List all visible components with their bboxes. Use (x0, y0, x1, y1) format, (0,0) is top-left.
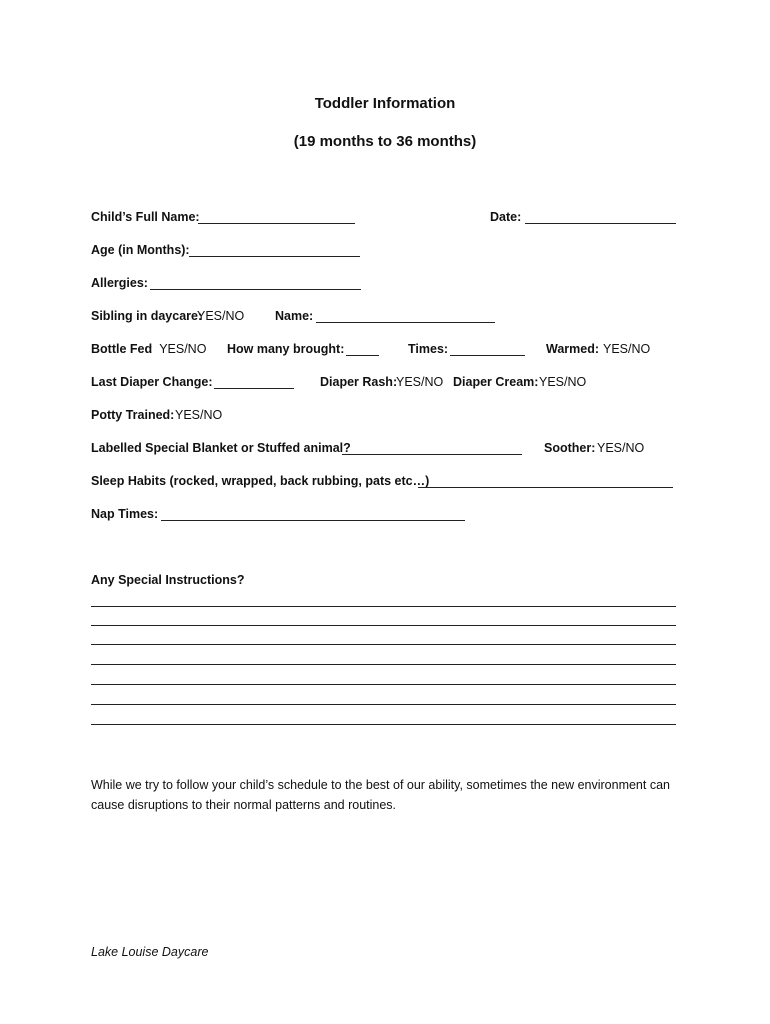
potty-trained-value[interactable]: YES/NO (175, 408, 223, 422)
page-subtitle: (19 months to 36 months) (293, 133, 477, 150)
sibling-label: Sibling in daycare: (91, 309, 203, 323)
instructions-line[interactable] (91, 625, 676, 626)
instructions-line[interactable] (91, 606, 676, 607)
times-field[interactable] (450, 355, 525, 356)
age-field[interactable] (189, 256, 360, 257)
instructions-line[interactable] (91, 644, 676, 645)
bottle-fed-label: Bottle Fed (91, 342, 153, 356)
diaper-rash-label: Diaper Rash: (320, 375, 398, 389)
instructions-line[interactable] (91, 724, 676, 725)
diaper-change-label: Last Diaper Change: (91, 375, 213, 389)
nap-times-field[interactable] (161, 520, 465, 521)
how-many-label: How many brought: (227, 342, 345, 356)
age-label: Age (in Months): (91, 243, 190, 257)
child-name-field[interactable] (198, 223, 355, 224)
times-label: Times: (408, 342, 449, 356)
nap-times-label: Nap Times: (91, 507, 159, 521)
schedule-note: While we try to follow your child’s schedule to the best of our ability, sometimes the new environment can cause disruptions to their normal patterns and routines. (91, 778, 670, 812)
diaper-cream-label: Diaper Cream: (453, 375, 539, 389)
instructions-line[interactable] (91, 684, 676, 685)
date-field[interactable] (525, 223, 676, 224)
allergies-label: Allergies: (91, 276, 148, 290)
potty-trained-label: Potty Trained: (91, 408, 175, 422)
diaper-change-field[interactable] (214, 388, 294, 389)
sibling-name-label: Name: (275, 309, 314, 323)
sleep-habits-field[interactable] (418, 487, 673, 488)
sibling-name-field[interactable] (316, 322, 495, 323)
child-name-label: Child’s Full Name: (91, 210, 200, 224)
instructions-line[interactable] (91, 704, 676, 705)
allergies-field[interactable] (150, 289, 361, 290)
daycare-name-footer: Lake Louise Daycare (91, 945, 209, 959)
sleep-habits-label: Sleep Habits (rocked, wrapped, back rubbing, pats etc…) (91, 474, 430, 488)
instructions-line[interactable] (91, 664, 676, 665)
warmed-value[interactable]: YES/NO (603, 342, 651, 356)
diaper-rash-value[interactable]: YES/NO (396, 375, 444, 389)
page-title: Toddler Information (314, 95, 456, 112)
how-many-field[interactable] (346, 355, 379, 356)
blanket-field[interactable] (342, 454, 522, 455)
warmed-label: Warmed: (546, 342, 600, 356)
soother-value[interactable]: YES/NO (597, 441, 645, 455)
special-instructions-label: Any Special Instructions? (91, 573, 245, 587)
soother-label: Soother: (544, 441, 596, 455)
diaper-cream-value[interactable]: YES/NO (539, 375, 587, 389)
bottle-fed-value[interactable]: : YES/NO (149, 342, 207, 356)
sibling-value[interactable]: YES/NO (197, 309, 245, 323)
date-label: Date: (490, 210, 522, 224)
blanket-label: Labelled Special Blanket or Stuffed animal? (91, 441, 351, 455)
